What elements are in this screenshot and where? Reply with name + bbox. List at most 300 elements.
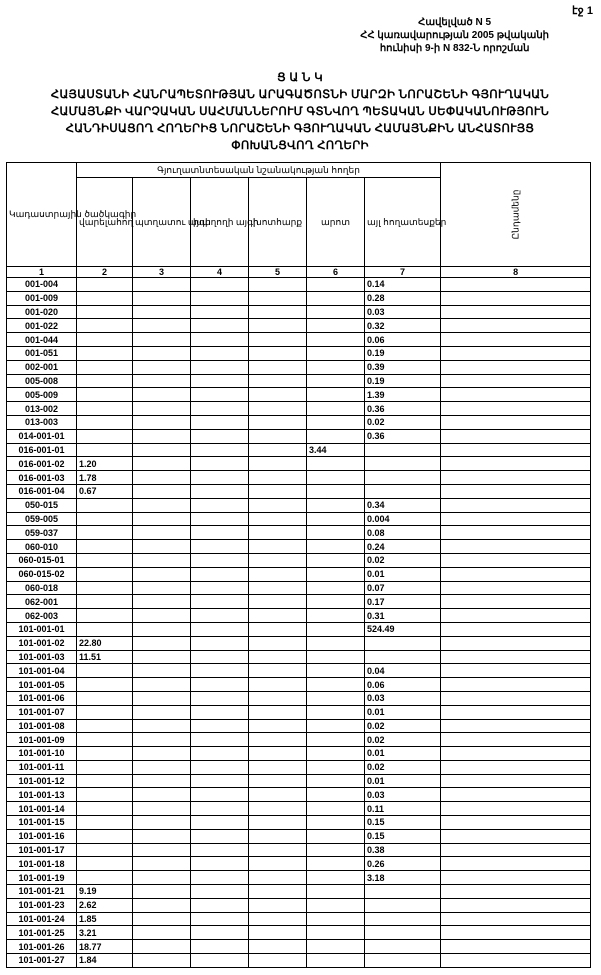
cell-hayfield xyxy=(249,747,307,761)
cell-hayfield xyxy=(249,471,307,485)
cell-other-land: 0.01 xyxy=(365,774,441,788)
cell-pasture xyxy=(307,498,365,512)
table-row xyxy=(7,512,591,526)
cell-pasture xyxy=(307,374,365,388)
cell-total xyxy=(441,305,591,319)
cell-total xyxy=(441,388,591,402)
cell-hayfield xyxy=(249,305,307,319)
cell-arable-land xyxy=(77,526,133,540)
cell-total xyxy=(441,912,591,926)
cell-cadastral-code: 101-001-15 xyxy=(7,816,77,830)
cell-vineyard xyxy=(191,650,249,664)
cell-cadastral-code: 101-001-14 xyxy=(7,802,77,816)
cell-cadastral-code: 101-001-03 xyxy=(7,650,77,664)
cell-total xyxy=(441,278,591,292)
title-line-3: ՀԱՄԱՅՆՔԻ ՎԱՐՉԱԿԱՆ ՍԱՀՄԱՆՆԵՐՈՒՄ ԳՏՆՎՈՂ ՊԵՏԱԿԱՆ ՍԵՓԱԿԱՆՈՒԹՅՈՒՆ xyxy=(50,106,550,118)
header-other-land: այլ հողատեսքեր xyxy=(365,178,441,267)
cell-cadastral-code: 101-001-16 xyxy=(7,829,77,843)
table-row xyxy=(7,940,591,954)
cell-other-land: 0.03 xyxy=(365,788,441,802)
cell-pasture xyxy=(307,691,365,705)
cell-hayfield xyxy=(249,415,307,429)
cell-cadastral-code: 101-001-07 xyxy=(7,705,77,719)
cell-arable-land xyxy=(77,333,133,347)
cell-total xyxy=(441,540,591,554)
cell-pasture xyxy=(307,360,365,374)
table-row xyxy=(7,484,591,498)
title-line-5: ՓՈԽԱՆՑՎՈՂ ՀՈՂԵՐԻ xyxy=(231,140,369,152)
table-row xyxy=(7,609,591,623)
header-hayfield: խոտհարք xyxy=(249,178,307,267)
cell-hayfield xyxy=(249,526,307,540)
table-row xyxy=(7,360,591,374)
table-row xyxy=(7,774,591,788)
cell-pasture xyxy=(307,747,365,761)
cell-vineyard xyxy=(191,912,249,926)
cell-orchard xyxy=(133,760,191,774)
cell-orchard xyxy=(133,733,191,747)
cell-other-land xyxy=(365,636,441,650)
cell-hayfield xyxy=(249,898,307,912)
annex-line-1: Հավելված N 5 xyxy=(418,17,492,28)
cell-orchard xyxy=(133,526,191,540)
cell-arable-land: 3.21 xyxy=(77,926,133,940)
cell-other-land: 0.19 xyxy=(365,346,441,360)
cell-pasture xyxy=(307,471,365,485)
cell-vineyard xyxy=(191,816,249,830)
cell-pasture xyxy=(307,622,365,636)
cell-vineyard xyxy=(191,747,249,761)
table-row xyxy=(7,498,591,512)
cell-vineyard xyxy=(191,940,249,954)
cell-other-land: 0.34 xyxy=(365,498,441,512)
table-row xyxy=(7,678,591,692)
annex-line-3: հունիսի 9-ի N 832-Ն որոշման xyxy=(379,43,530,54)
table-row xyxy=(7,802,591,816)
cell-arable-land xyxy=(77,871,133,885)
table-row xyxy=(7,471,591,485)
cell-total xyxy=(441,622,591,636)
cell-orchard xyxy=(133,581,191,595)
cell-pasture xyxy=(307,898,365,912)
cell-orchard xyxy=(133,609,191,623)
cell-arable-land xyxy=(77,733,133,747)
header-cadastral-code: Կադաստրային ծածկագիր xyxy=(7,163,77,267)
cell-vineyard xyxy=(191,457,249,471)
cell-vineyard xyxy=(191,319,249,333)
cell-vineyard xyxy=(191,719,249,733)
table-row xyxy=(7,622,591,636)
cell-cadastral-code: 101-001-11 xyxy=(7,760,77,774)
cell-hayfield xyxy=(249,705,307,719)
column-number-row xyxy=(7,267,591,278)
table-row xyxy=(7,898,591,912)
cell-arable-land xyxy=(77,402,133,416)
cell-other-land: 0.31 xyxy=(365,609,441,623)
cell-other-land xyxy=(365,650,441,664)
cell-other-land xyxy=(365,471,441,485)
cell-hayfield xyxy=(249,926,307,940)
cell-total xyxy=(441,609,591,623)
cell-cadastral-code: 101-001-25 xyxy=(7,926,77,940)
cell-pasture xyxy=(307,567,365,581)
table-row xyxy=(7,912,591,926)
table-row xyxy=(7,691,591,705)
cell-arable-land xyxy=(77,678,133,692)
cell-vineyard xyxy=(191,595,249,609)
cell-arable-land xyxy=(77,512,133,526)
cell-other-land: 0.39 xyxy=(365,360,441,374)
cell-total xyxy=(441,954,591,968)
cell-pasture xyxy=(307,788,365,802)
cell-pasture xyxy=(307,291,365,305)
cell-hayfield xyxy=(249,484,307,498)
cell-arable-land xyxy=(77,843,133,857)
cell-orchard xyxy=(133,664,191,678)
cell-total xyxy=(441,747,591,761)
cell-total xyxy=(441,691,591,705)
cell-hayfield xyxy=(249,622,307,636)
cell-arable-land xyxy=(77,388,133,402)
cell-orchard xyxy=(133,553,191,567)
table-row xyxy=(7,816,591,830)
cell-arable-land xyxy=(77,429,133,443)
cell-other-land: 0.02 xyxy=(365,760,441,774)
table-row xyxy=(7,843,591,857)
cell-other-land xyxy=(365,926,441,940)
cell-orchard xyxy=(133,471,191,485)
table-row xyxy=(7,664,591,678)
cell-hayfield xyxy=(249,388,307,402)
cell-hayfield xyxy=(249,429,307,443)
cell-total xyxy=(441,898,591,912)
cell-orchard xyxy=(133,374,191,388)
cell-vineyard xyxy=(191,278,249,292)
cell-cadastral-code: 101-001-12 xyxy=(7,774,77,788)
cell-pasture xyxy=(307,553,365,567)
cell-vineyard xyxy=(191,788,249,802)
cell-vineyard xyxy=(191,402,249,416)
table-row xyxy=(7,954,591,968)
cell-total xyxy=(441,871,591,885)
cell-other-land: 0.38 xyxy=(365,843,441,857)
table-row xyxy=(7,526,591,540)
cell-orchard xyxy=(133,857,191,871)
cell-vineyard xyxy=(191,429,249,443)
cell-arable-land xyxy=(77,567,133,581)
cell-other-land: 0.36 xyxy=(365,402,441,416)
cell-total xyxy=(441,719,591,733)
cell-arable-land xyxy=(77,305,133,319)
cell-other-land: 3.18 xyxy=(365,871,441,885)
cell-orchard xyxy=(133,415,191,429)
cell-orchard xyxy=(133,940,191,954)
cell-total xyxy=(441,553,591,567)
cell-hayfield xyxy=(249,374,307,388)
cell-pasture xyxy=(307,664,365,678)
cell-hayfield xyxy=(249,319,307,333)
cell-hayfield xyxy=(249,774,307,788)
cell-arable-land xyxy=(77,664,133,678)
cell-pasture xyxy=(307,885,365,899)
cell-hayfield xyxy=(249,829,307,843)
cell-cadastral-code: 101-001-13 xyxy=(7,788,77,802)
cell-arable-land: 0.67 xyxy=(77,484,133,498)
table-row xyxy=(7,857,591,871)
cell-arable-land xyxy=(77,816,133,830)
cell-arable-land: 11.51 xyxy=(77,650,133,664)
cell-pasture xyxy=(307,829,365,843)
cell-cadastral-code: 005-008 xyxy=(7,374,77,388)
table-row xyxy=(7,733,591,747)
cell-pasture xyxy=(307,402,365,416)
cell-other-land: 524.49 xyxy=(365,622,441,636)
cell-total xyxy=(441,346,591,360)
table-row xyxy=(7,443,591,457)
cell-hayfield xyxy=(249,636,307,650)
cell-total xyxy=(441,636,591,650)
table-row xyxy=(7,291,591,305)
cell-cadastral-code: 101-001-26 xyxy=(7,940,77,954)
cell-total xyxy=(441,940,591,954)
table-row xyxy=(7,333,591,347)
cell-cadastral-code: 101-001-01 xyxy=(7,622,77,636)
cell-cadastral-code: 101-001-27 xyxy=(7,954,77,968)
cell-arable-land xyxy=(77,788,133,802)
cell-other-land: 0.01 xyxy=(365,747,441,761)
cell-pasture xyxy=(307,871,365,885)
cell-other-land: 0.19 xyxy=(365,374,441,388)
cell-cadastral-code: 060-015-02 xyxy=(7,567,77,581)
cell-other-land: 0.32 xyxy=(365,319,441,333)
cell-pasture xyxy=(307,540,365,554)
cell-hayfield xyxy=(249,788,307,802)
cell-orchard xyxy=(133,305,191,319)
table-row xyxy=(7,926,591,940)
table-row xyxy=(7,457,591,471)
cell-cadastral-code: 016-001-04 xyxy=(7,484,77,498)
cell-vineyard xyxy=(191,829,249,843)
cell-vineyard xyxy=(191,705,249,719)
cell-total xyxy=(441,374,591,388)
cell-hayfield xyxy=(249,553,307,567)
cell-vineyard xyxy=(191,360,249,374)
cell-total xyxy=(441,581,591,595)
table-row xyxy=(7,650,591,664)
cell-vineyard xyxy=(191,802,249,816)
cell-orchard xyxy=(133,650,191,664)
cell-cadastral-code: 060-010 xyxy=(7,540,77,554)
cell-cadastral-code: 002-001 xyxy=(7,360,77,374)
cell-hayfield xyxy=(249,567,307,581)
cell-cadastral-code: 013-003 xyxy=(7,415,77,429)
cell-total xyxy=(441,595,591,609)
cell-pasture xyxy=(307,760,365,774)
cell-vineyard xyxy=(191,857,249,871)
cell-hayfield xyxy=(249,719,307,733)
cell-orchard xyxy=(133,691,191,705)
cell-total xyxy=(441,429,591,443)
table-row xyxy=(7,374,591,388)
cell-arable-land xyxy=(77,553,133,567)
cell-other-land: 0.36 xyxy=(365,429,441,443)
cell-orchard xyxy=(133,402,191,416)
document-title xyxy=(20,70,580,155)
cell-other-land: 0.01 xyxy=(365,705,441,719)
cell-pasture xyxy=(307,926,365,940)
header-total: Ընդամենը xyxy=(441,163,591,267)
cell-arable-land: 18.77 xyxy=(77,940,133,954)
cell-cadastral-code: 101-001-10 xyxy=(7,747,77,761)
cell-pasture xyxy=(307,857,365,871)
cell-pasture xyxy=(307,305,365,319)
cell-pasture xyxy=(307,346,365,360)
cell-pasture xyxy=(307,319,365,333)
cell-total xyxy=(441,484,591,498)
cell-hayfield xyxy=(249,802,307,816)
cell-vineyard xyxy=(191,415,249,429)
table-row xyxy=(7,595,591,609)
cell-total xyxy=(441,443,591,457)
table-row xyxy=(7,553,591,567)
cell-other-land: 0.14 xyxy=(365,278,441,292)
cell-hayfield xyxy=(249,650,307,664)
cell-total xyxy=(441,816,591,830)
cell-orchard xyxy=(133,843,191,857)
cell-hayfield xyxy=(249,402,307,416)
cell-vineyard xyxy=(191,691,249,705)
table-row xyxy=(7,402,591,416)
cell-hayfield xyxy=(249,733,307,747)
table-row xyxy=(7,415,591,429)
cell-arable-land xyxy=(77,319,133,333)
cell-total xyxy=(441,498,591,512)
cell-hayfield xyxy=(249,885,307,899)
cell-orchard xyxy=(133,595,191,609)
cell-hayfield xyxy=(249,333,307,347)
cell-orchard xyxy=(133,346,191,360)
cell-pasture xyxy=(307,650,365,664)
cell-vineyard xyxy=(191,926,249,940)
cell-cadastral-code: 059-005 xyxy=(7,512,77,526)
cell-orchard xyxy=(133,705,191,719)
cell-other-land: 0.06 xyxy=(365,333,441,347)
cell-arable-land xyxy=(77,622,133,636)
cell-total xyxy=(441,705,591,719)
cell-pasture xyxy=(307,595,365,609)
cell-total xyxy=(441,760,591,774)
cell-vineyard xyxy=(191,333,249,347)
cell-orchard xyxy=(133,429,191,443)
cell-orchard xyxy=(133,512,191,526)
cell-total xyxy=(441,664,591,678)
cell-hayfield xyxy=(249,291,307,305)
cell-hayfield xyxy=(249,278,307,292)
cell-vineyard xyxy=(191,733,249,747)
cell-hayfield xyxy=(249,678,307,692)
cell-hayfield xyxy=(249,954,307,968)
column-number: 4 xyxy=(191,267,249,278)
cell-cadastral-code: 060-015-01 xyxy=(7,553,77,567)
column-number: 5 xyxy=(249,267,307,278)
cell-total xyxy=(441,291,591,305)
cell-orchard xyxy=(133,885,191,899)
cell-other-land: 0.17 xyxy=(365,595,441,609)
cell-other-land: 0.03 xyxy=(365,305,441,319)
table-row xyxy=(7,388,591,402)
cell-pasture xyxy=(307,609,365,623)
cell-other-land: 0.004 xyxy=(365,512,441,526)
cell-total xyxy=(441,733,591,747)
cell-vineyard xyxy=(191,484,249,498)
cell-other-land: 0.24 xyxy=(365,540,441,554)
cell-cadastral-code: 101-001-08 xyxy=(7,719,77,733)
cell-other-land xyxy=(365,484,441,498)
cell-total xyxy=(441,457,591,471)
cell-other-land: 0.02 xyxy=(365,733,441,747)
cell-other-land: 0.06 xyxy=(365,678,441,692)
cell-hayfield xyxy=(249,360,307,374)
cell-total xyxy=(441,788,591,802)
cell-vineyard xyxy=(191,305,249,319)
cell-arable-land xyxy=(77,774,133,788)
cell-arable-land xyxy=(77,691,133,705)
cell-orchard xyxy=(133,829,191,843)
cell-orchard xyxy=(133,774,191,788)
cell-arable-land xyxy=(77,278,133,292)
cell-orchard xyxy=(133,802,191,816)
cell-other-land: 0.11 xyxy=(365,802,441,816)
table-row xyxy=(7,747,591,761)
cell-other-land xyxy=(365,457,441,471)
cell-other-land xyxy=(365,940,441,954)
cell-orchard xyxy=(133,719,191,733)
cell-arable-land xyxy=(77,829,133,843)
cell-pasture xyxy=(307,912,365,926)
cell-arable-land xyxy=(77,802,133,816)
cell-pasture xyxy=(307,415,365,429)
table-row xyxy=(7,540,591,554)
cell-total xyxy=(441,526,591,540)
cell-pasture xyxy=(307,636,365,650)
cell-cadastral-code: 101-001-23 xyxy=(7,898,77,912)
cell-hayfield xyxy=(249,940,307,954)
cell-cadastral-code: 001-009 xyxy=(7,291,77,305)
cell-vineyard xyxy=(191,388,249,402)
cell-pasture xyxy=(307,733,365,747)
cell-other-land xyxy=(365,954,441,968)
cell-pasture: 3.44 xyxy=(307,443,365,457)
cell-arable-land xyxy=(77,498,133,512)
cell-total xyxy=(441,678,591,692)
cell-other-land: 0.03 xyxy=(365,691,441,705)
cell-orchard xyxy=(133,360,191,374)
cell-vineyard xyxy=(191,622,249,636)
cell-other-land xyxy=(365,912,441,926)
cell-orchard xyxy=(133,291,191,305)
cell-hayfield xyxy=(249,843,307,857)
cell-total xyxy=(441,319,591,333)
table-row xyxy=(7,636,591,650)
cell-hayfield xyxy=(249,691,307,705)
cell-cadastral-code: 101-001-19 xyxy=(7,871,77,885)
cell-cadastral-code: 101-001-05 xyxy=(7,678,77,692)
cell-vineyard xyxy=(191,567,249,581)
cell-cadastral-code: 101-001-18 xyxy=(7,857,77,871)
cell-vineyard xyxy=(191,291,249,305)
header-arable-land: վարելահող xyxy=(77,178,133,267)
cell-other-land: 1.39 xyxy=(365,388,441,402)
